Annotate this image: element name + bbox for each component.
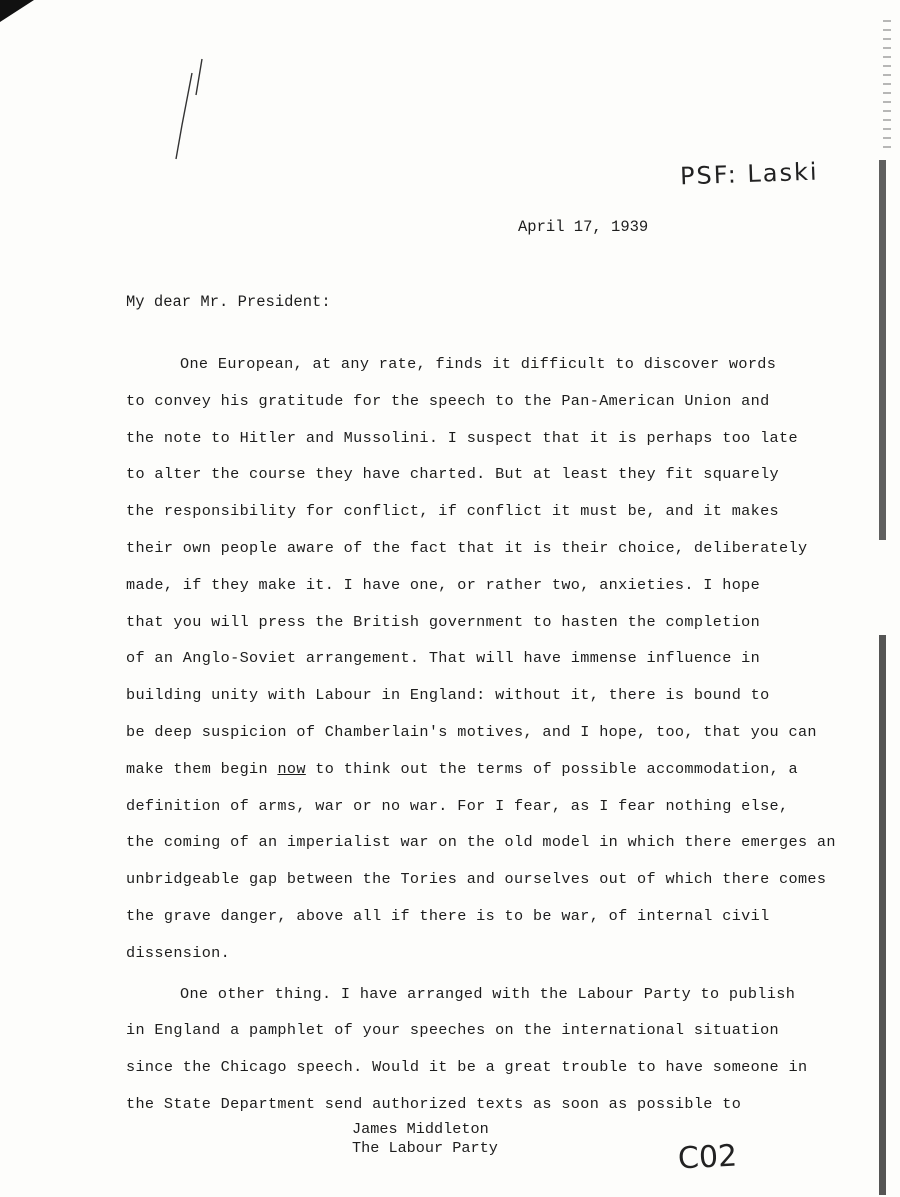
body-line: since the Chicago speech. Would it be a great trouble to have someone in xyxy=(126,1058,808,1077)
body-line xyxy=(126,751,846,788)
address-block xyxy=(352,1120,498,1158)
body-line: be deep suspicion of Chamberlain's motives, and I hope, too, that you can xyxy=(126,722,817,741)
paragraph-1 xyxy=(126,346,846,972)
body-line: the note to Hitler and Mussolini. I suspect that it is perhaps too late xyxy=(126,428,798,447)
address-line: The Labour Party xyxy=(352,1139,498,1157)
body-line: unbridgeable gap between the Tories and ourselves out of which there comes xyxy=(126,870,827,889)
body-line: that you will press the British government to hasten the completion xyxy=(126,612,761,631)
letter-date: April 17, 1939 xyxy=(518,218,649,236)
body-line: the coming of an imperialist war on the old model in which there emerges an xyxy=(126,833,836,852)
address-line: James Middleton xyxy=(352,1120,489,1138)
body-line: building unity with Labour in England: without it, there is bound to xyxy=(126,686,770,705)
scan-edge-bar-lower xyxy=(879,635,886,1195)
reference-stamp: PSF: Laski xyxy=(679,157,819,191)
scan-edge-specks xyxy=(883,20,891,150)
body-line: their own people aware of the fact that it is their choice, deliberately xyxy=(126,538,808,557)
body-line: One European, at any rate, finds it difficult to discover words xyxy=(180,355,777,373)
body-line: the responsibility for conflict, if conflict it must be, and it makes xyxy=(126,502,780,521)
paragraph-2 xyxy=(126,976,846,1123)
scan-corner-mark xyxy=(0,0,34,22)
scan-edge-bar-upper xyxy=(879,160,886,540)
body-line: dissension. xyxy=(126,943,231,962)
body-line-part: make them begin xyxy=(126,759,278,778)
body-line-part: to think out the terms of possible accommodation, a xyxy=(305,759,798,778)
salutation: My dear Mr. President: xyxy=(126,293,331,311)
archive-mark: C02 xyxy=(677,1138,739,1177)
pen-scratch-mark xyxy=(170,55,210,165)
body-line: to convey his gratitude for the speech to the Pan-American Union and xyxy=(126,391,770,410)
body-line: to alter the course they have charted. But at least they fit squarely xyxy=(126,465,780,484)
body-line: the grave danger, above all if there is to be war, of internal civil xyxy=(126,906,770,925)
underlined-word: now xyxy=(277,759,306,778)
body-line: made, if they make it. I have one, or rather two, anxieties. I hope xyxy=(126,575,761,594)
body-line: definition of arms, war or no war. For I fear, as I fear nothing else, xyxy=(126,796,789,815)
body-line: in England a pamphlet of your speeches on the international situation xyxy=(126,1021,780,1040)
body-line: One other thing. I have arranged with the Labour Party to publish xyxy=(180,984,796,1003)
body-line: of an Anglo-Soviet arrangement. That will have immense influence in xyxy=(126,649,761,668)
letter-body xyxy=(126,346,846,1123)
body-line: the State Department send authorized texts as soon as possible to xyxy=(126,1094,742,1113)
